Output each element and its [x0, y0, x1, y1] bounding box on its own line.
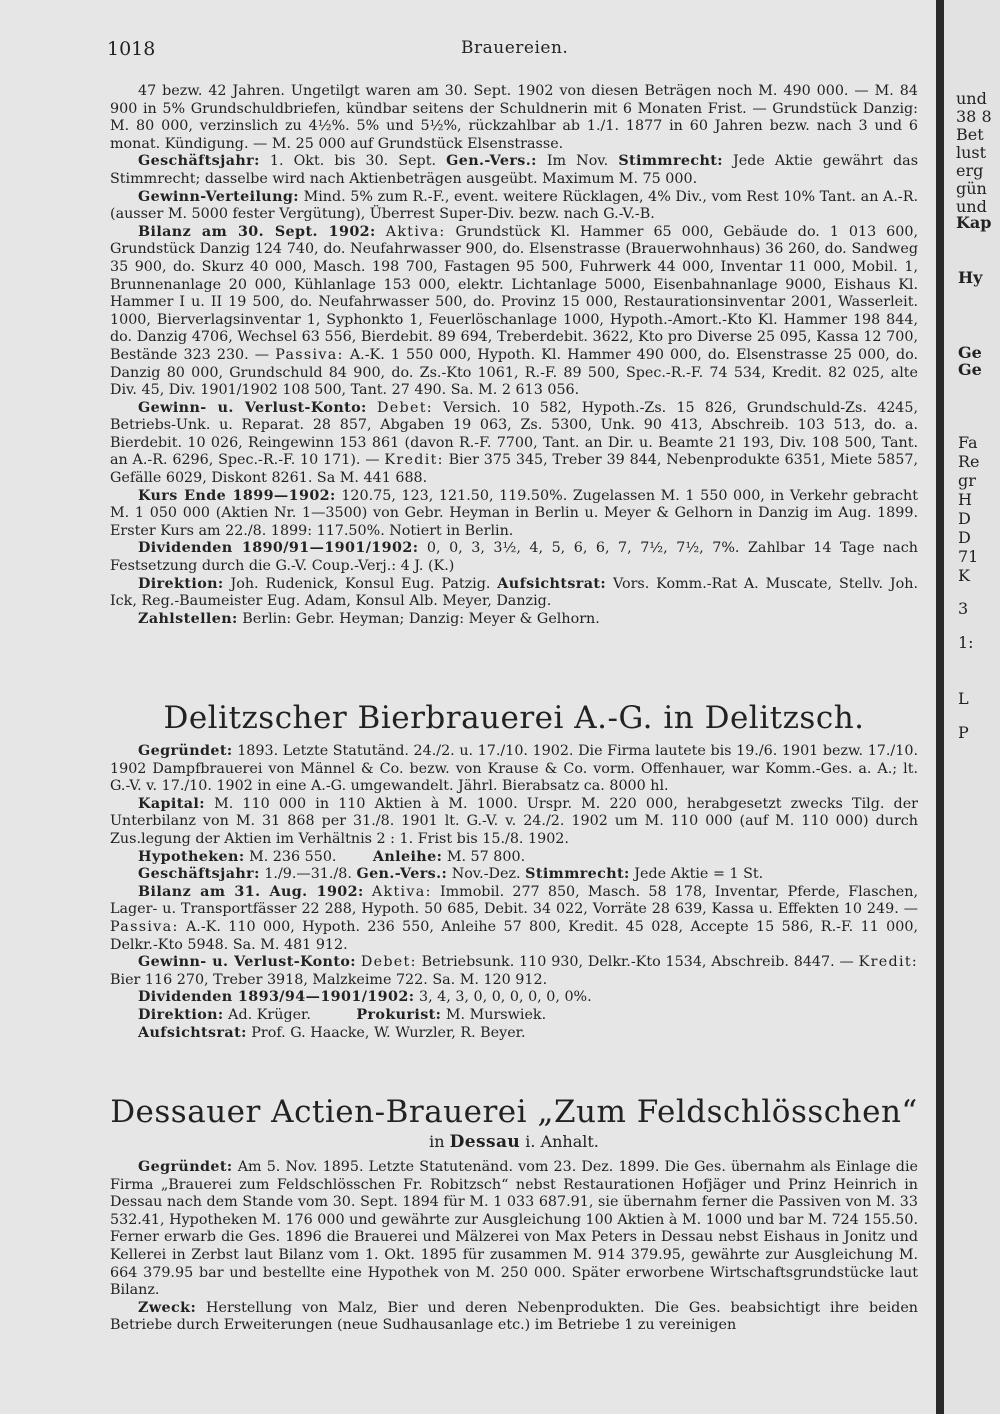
label-aufsichtsrat: Aufsichtsrat:: [497, 575, 607, 592]
label-debet-2: Debet:: [360, 954, 417, 971]
value-dividenden: 0, 0, 3, 3½, 4, 5, 6, 6, 7, 7½, 7½, 7%. Zahlbar 14 Tage nach Festsetzung durch die G.-V. Coup.-Verj.: 4 J. (K.): [110, 540, 918, 575]
strip-text: 38 8: [956, 107, 992, 126]
paragraph-loans: 47 bezw. 42 Jahren. Ungetilgt waren am 30. Sept. 1902 von diesen Beträgen noch M. 490 000. — M. 84 900 in 5% Grundschuldbriefen, kündbar seitens der Schuldnerin mit 6 Monaten Frist. — Grundstück Danzig: M. 80 000, verzinslich zu 4½%. 5% und 5½%, rückzahlbar ab 1./1. 1877 in 60 Jahren bezw. nach 3 und 6 monat. Kündigung. — M. 25 000 auf Grundstück Elsenstrasse.: [110, 83, 918, 152]
strip-text: gr: [958, 471, 976, 490]
value-gewinn-verteilung: Mind. 5% zum R.-F., event. weitere Rücklagen, 4% Div., vom Rest 10% Tant. an A.-R. (ausser M. 5000 fester Vergütung), Überrest Super-Div. bezw. nach G.-V.-B.: [110, 188, 919, 223]
label-gegruendet-3: Gegründet:: [138, 1159, 233, 1175]
value-gegruendet-3: Am 5. Nov. 1895. Letzte Statutenänd. vom 23. Dez. 1899. Die Ges. übernahm als Einlage die Firma „Brauerei zum Feldschlösschen Fr. Robitzsch“ nebst Restaurationen Hofjäger und Prinz Heinrich in Dessau nach dem Stande vom 30. Sept. 1894 für M. 1 033 687.91, sie übernahm ferner die Passiven von M. 33 532.41, Hypotheken M. 176 000 und gewährte zur Ausgleichung 100 Aktien à M. 1000 und bar M. 724 155.50. Ferner erwarb die Ges. 1896 die Brauerei und Mälzerei von Max Peters in Dessau nebst Eishaus in Jonitz und Kellerei in Zerbst laut Bilanz vom 1. Okt. 1895 für zusammen M. 914 379.95, gewährte zur Ausgleichung M. 664 379.95 bar und bestellte eine Hypothek von M. 250 000. Später erworbene Wirtschaftsgrundstücke laut Bilanz.: [110, 1159, 918, 1299]
value-aufsichtsrat-2: Prof. G. Haacke, W. Wurzler, R. Beyer.: [251, 1024, 526, 1041]
strip-text: 1:: [958, 633, 974, 652]
label-kredit-2: Kredit:: [858, 954, 919, 971]
paragraph-kurs: [98, 488, 918, 541]
label-kapital: Kapital:: [138, 795, 205, 812]
label-aktiva: Aktiva:: [385, 223, 446, 240]
paragraph-dividenden: [98, 540, 918, 575]
page-gutter: [936, 0, 944, 1414]
paragraph-zweck: [98, 1300, 918, 1335]
label-geschaeftsjahr-2: Geschäftsjahr:: [138, 866, 260, 883]
strip-text: K: [958, 566, 970, 585]
strip-text: P: [958, 723, 969, 742]
label-aufsichtsrat-2: Aufsichtsrat:: [138, 1024, 247, 1041]
subtitle-post: i. Anhalt.: [525, 1132, 599, 1151]
label-stimmrecht: Stimmrecht:: [618, 153, 723, 170]
label-gewinn-verlust: Gewinn- u. Verlust-Konto:: [138, 399, 367, 416]
value-aktiva-2: Immobil. 277 850, Masch. 58 178, Inventar, Pferde, Flaschen, Lager- u. Transportfässer 22 288, Hypoth. 50 685, Debit. 34 022, Vorräte 28 639, Kassa u. Effekten 10 249. —: [110, 883, 919, 918]
subtitle-pre: in: [429, 1132, 445, 1151]
value-geschaeftsjahr-2: 1./9.—31./8.: [264, 866, 352, 883]
label-debet: Debet:: [376, 399, 433, 416]
strip-text: Ge: [958, 343, 982, 362]
strip-text: D: [958, 509, 971, 528]
strip-text: Kap: [956, 213, 992, 232]
value-dividenden-2: 3, 4, 3, 0, 0, 0, 0, 0, 0%.: [418, 989, 592, 1006]
label-direktion: Direktion:: [138, 575, 224, 592]
value-direktion-2: Ad. Krüger.: [228, 1006, 311, 1023]
value-stimmrecht-2: Jede Aktie = 1 St.: [634, 866, 764, 883]
paragraph-gegruendet-3: [98, 1159, 918, 1300]
paragraph-bilanz-2: [98, 884, 918, 954]
value-prokurist: M. Murswiek.: [445, 1006, 547, 1023]
value-kapital: M. 110 000 in 110 Aktien à M. 1000. Urspr. M. 220 000, herabgesetzt zwecks Tilg. der Unterbilanz von M. 31 868 per 31./8. 1901 lt. G.-V. v. 24./2. 1902 um M. 110 000 (auf M. 110 000) durch Zus.legung der Aktien im Verhältnis 2 : 1. Frist bis 15./8. 1902.: [110, 795, 919, 847]
page-number: 1018: [107, 38, 156, 60]
strip-text: und: [956, 197, 987, 216]
value-stimmrecht: Jede Aktie gewährt das Stimmrecht; dasselbe wird nach Aktienbeträgen ausgeübt. Maximum M. 75 000.: [110, 153, 919, 187]
company-subtitle-dessau: [110, 1132, 918, 1152]
label-stimmrecht-2: Stimmrecht:: [525, 866, 630, 883]
value-zweck: Herstellung von Malz, Bier und deren Nebenprodukten. Die Ges. beabsichtigt ihre beiden Betriebe durch Erweiterungen (neue Sudhausanlage etc.) im Betriebe 1 zu vereinigen: [110, 1299, 919, 1334]
label-genvers-2: Gen.-Vers.:: [356, 866, 448, 883]
paragraph-gewinn-verlust-2: [98, 954, 918, 989]
paragraph-gewinn-verteilung: [98, 189, 918, 224]
paragraph-zahlstellen: [98, 611, 918, 629]
label-direktion-2: Direktion:: [138, 1006, 224, 1023]
strip-text: erg: [956, 161, 984, 180]
value-passiva: A.-K. 1 550 000, Hypoth. Kl. Hammer 490 000, do. Elsenstrasse 25 000, do. Danzig 80 000, Grundschuld 84 900, do. Zs.-Kto 1061, R.-F. 89 500, Spec.-R.-F. 74 534, Kredit. 82 025, alte Div. 45, Div. 1901/1902 108 500, Tant. 27 490. Sa. M. 2 613 056.: [110, 346, 918, 399]
value-debet: Versich. 10 582, Hypoth.-Zs. 15 826, Grundschuld-Zs. 4245, Betriebs-Unk. u. Reparat. 28 857, Abgaben 19 063, Zs. 5300, Unk. 90 413, Abschreib. 103 513, do. a. Bierdebit. 10 026, Reingewinn 153 861 (davon R.-F. 7700, Tant. an Dir. u. Beamte 21 193, Div. 108 500, Tant. an A.-R. 6296, Spec.-R.-F. 10 171). —: [110, 399, 919, 469]
value-genvers-2: Nov.-Dez.: [451, 866, 521, 883]
label-kurs: Kurs Ende 1899—1902:: [138, 487, 336, 504]
paragraph-bilanz: [98, 224, 918, 400]
paragraph-direktion-2: [98, 1007, 918, 1025]
value-aktiva: Grundstück Kl. Hammer 65 000, Gebäude do. 1 013 600, Grundstück Danzig 124 740, do. Neufahrwasser 900, do. Elsenstrasse (Brauerwohnhaus) 36 260, do. Sandweg 35 900, do. Skurz 40 000, Masch. 198 700, Fastagen 95 500, Fuhrwerk 44 000, Inventar 11 000, Mobil. 1, Brunnenanlage 20 000, Kühlanlage 153 000, elektr. Lichtanlage 5000, Eisenbahnanlage 9000, Eishaus Kl. Hammer I u. II 19 500, do. Neufahrwasser 500, do. Provinz 15 000, Restaurationsinventar 2001, Wasserleit. 1000, Bierverlagsinventar 1, Syphonkto 1, Feuerlöschanlage 1000, Hypoth.-Amort.-Kto Kl. Hammer 198 844, do. Danzig 4706, Wechsel 63 556, Bierdebit. 89 694, Treberdebit. 3622, Kto pro Diverse 25 095, Kassa 12 700, Bestände 323 230. —: [110, 223, 918, 363]
strip-text: lust: [956, 143, 987, 162]
value-gegruendet: 1893. Letzte Statutänd. 24./2. u. 17./10. 1902. Die Firma lautete bis 19./6. 1901 bezw. 17./10. 1902 Dampfbrauerei von Männel & Co. bezw. von Krause & Co. vorm. Offenhauer, war Komm.-Ges. a. A.; lt. G.-V. v. 17./10. 1902 in eine A.-G. umgewandelt. Jährl. Bierabsatz ca. 8000 hl.: [110, 743, 918, 795]
label-kredit: Kredit:: [384, 452, 444, 469]
value-anleihe: M. 57 800.: [446, 848, 526, 865]
label-hypotheken: Hypotheken:: [138, 848, 245, 865]
label-dividenden-2: Dividenden 1893/94—1901/1902:: [138, 989, 415, 1006]
label-prokurist: Prokurist:: [356, 1006, 442, 1023]
adjacent-page-strip: [944, 0, 1000, 1414]
strip-text: Bet: [956, 125, 984, 144]
strip-text: H: [958, 490, 972, 509]
section-dessau: [110, 1159, 918, 1335]
label-dividenden: Dividenden 1890/91—1901/1902:: [138, 540, 419, 557]
paragraph-gewinn-verlust: [98, 400, 918, 488]
value-kredit: Bier 375 345, Treber 39 844, Nebenprodukte 6351, Miete 5857, Gefälle 6029, Diskont 8261. Sa M. 441 688.: [110, 452, 918, 487]
strip-text: und: [956, 89, 987, 108]
section-delitzsch: [110, 743, 918, 1042]
paragraph-geschaeftsjahr-2: [98, 866, 918, 884]
value-debet-2: Betriebsunk. 110 930, Delkr.-Kto 1534, Abschreib. 8447. —: [421, 954, 854, 971]
paragraph-direktion: [98, 576, 918, 611]
label-bilanz: Bilanz am 30. Sept. 1902:: [138, 223, 376, 240]
paragraph-aufsichtsrat-2: [98, 1025, 918, 1043]
label-gewinn-verlust-2: Gewinn- u. Verlust-Konto:: [138, 954, 356, 971]
value-passiva-2: A.-K. 110 000, Hypoth. 236 550, Anleihe 57 800, Kredit. 45 028, Accepte 15 586, R.-F. 11 000, Delkr.-Kto 5948. Sa. M. 481 912.: [110, 918, 918, 953]
strip-text: 3: [958, 599, 969, 618]
paragraph-hypotheken: [98, 849, 918, 867]
paragraph-geschaeftsjahr: [98, 153, 918, 188]
company-title-delitzsch: Delitzscher Bierbrauerei A.-G. in Delitzsch.: [163, 700, 865, 736]
label-passiva-2: Passiva:: [110, 918, 179, 935]
company-title-dessau: Dessauer Actien-Brauerei „Zum Feldschlösschen“: [110, 1094, 918, 1130]
label-gegruendet: Gegründet:: [138, 743, 233, 759]
running-title: Brauereien.: [461, 38, 569, 58]
label-geschaeftsjahr: Geschäftsjahr:: [138, 153, 260, 170]
label-aktiva-2: Aktiva:: [371, 883, 432, 900]
label-gewinn-verteilung: Gewinn-Verteilung:: [138, 188, 299, 205]
value-direktion: Joh. Rudenick, Konsul Eug. Patzig.: [230, 575, 491, 592]
label-passiva: Passiva:: [275, 346, 344, 363]
label-genvers: Gen.-Vers.:: [446, 153, 537, 170]
value-kredit-2: Bier 116 270, Treber 3918, Malzkeime 722. Sa. M. 120 912.: [110, 971, 548, 988]
label-zweck: Zweck:: [138, 1299, 197, 1316]
value-kurs: 120.75, 123, 121.50, 119.50%. Zugelassen M. 1 550 000, in Verkehr gebracht M. 1 050 000 (Aktien Nr. 1—3500) von Gebr. Heyman in Berlin u. Meyer & Gelhorn in Danzig im Aug. 1899. Erster Kurs am 22./8. 1899: 117.50%. Notiert in Berlin.: [110, 487, 918, 539]
paragraph-dividenden-2: [98, 989, 918, 1007]
strip-text: Fa: [958, 433, 978, 452]
value-aufsichtsrat: Vors. Komm.-Rat A. Muscate, Stellv. Joh. Ick, Reg.-Baumeister Eug. Adam, Konsul Alb. Meyer, Danzig.: [110, 575, 919, 610]
strip-text: D: [958, 528, 971, 547]
strip-text: L: [958, 689, 969, 708]
strip-text: Re: [958, 452, 980, 471]
strip-text: gün: [956, 179, 987, 198]
value-genvers: Im Nov.: [546, 153, 609, 170]
subtitle-city: Dessau: [449, 1132, 521, 1152]
strip-text: Hy: [958, 268, 983, 287]
paragraph-gegruendet: [98, 743, 918, 796]
section-continued-company: [110, 83, 918, 628]
strip-text: Ge: [958, 360, 982, 379]
value-hypotheken: M. 236 550.: [249, 848, 337, 865]
label-anleihe: Anleihe:: [372, 848, 443, 865]
value-geschaeftsjahr: 1. Okt. bis 30. Sept.: [269, 153, 437, 170]
paragraph-kapital: [98, 796, 918, 849]
strip-text: 71: [958, 547, 979, 566]
value-zahlstellen: Berlin: Gebr. Heyman; Danzig: Meyer & Gelhorn.: [242, 610, 600, 627]
label-zahlstellen: Zahlstellen:: [138, 610, 238, 627]
label-bilanz-2: Bilanz am 31. Aug. 1902:: [138, 883, 364, 900]
